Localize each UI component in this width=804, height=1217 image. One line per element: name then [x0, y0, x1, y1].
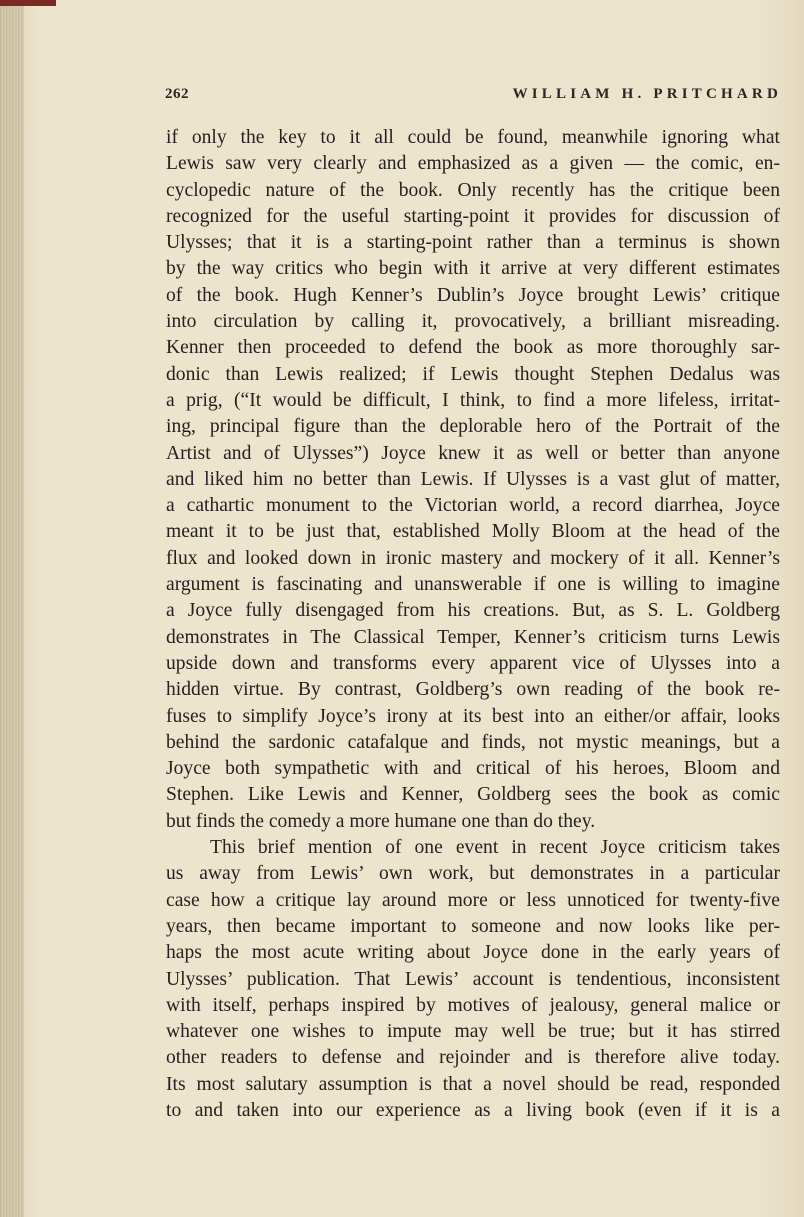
paragraph-2 — [166, 835, 780, 1124]
text-line: whatever one wishes to impute may well be true; but it has stirred — [166, 1021, 780, 1043]
text-line: donic than Lewis realized; if Lewis thought Stephen Dedalus was — [166, 363, 780, 385]
text-line: cyclopedic nature of the book. Only recently has the critique been — [166, 179, 780, 201]
text-line: to and taken into our experience as a living book (even if it is a — [166, 1099, 780, 1121]
text-line: hidden virtue. By contrast, Goldberg’s own reading of the book re- — [166, 679, 780, 701]
text-line: This brief mention of one event in recent Joyce criticism takes — [210, 837, 780, 859]
text-line: a prig, (“It would be difficult, I think, to find a more lifeless, irritat- — [166, 389, 780, 411]
text-line: haps the most acute writing about Joyce done in the early years of — [166, 942, 780, 964]
page-number: 262 — [165, 86, 189, 102]
text-line: other readers to defense and rejoinder and is therefore alive today. — [166, 1047, 780, 1069]
paragraph-1 — [166, 125, 780, 835]
text-line: into circulation by calling it, provocatively, a brilliant misreading. — [166, 311, 780, 333]
running-head: WILLIAM H. PRITCHARD — [512, 86, 782, 102]
text-line: upside down and transforms every apparent vice of Ulysses into a — [166, 652, 780, 674]
text-line: of the book. Hugh Kenner’s Dublin’s Joyce brought Lewis’ critique — [166, 284, 780, 306]
text-line: years, then became important to someone and now looks like per- — [166, 915, 780, 937]
body-text — [166, 125, 780, 1124]
text-line: fuses to simplify Joyce’s irony at its best into an either/or affair, looks — [166, 705, 780, 727]
text-line: behind the sardonic catafalque and finds, not mystic meanings, but a — [166, 731, 780, 753]
text-line: recognized for the useful starting-point it provides for discussion of — [166, 205, 780, 227]
text-line: Ulysses’ publication. That Lewis’ account is tendentious, inconsistent — [166, 968, 780, 990]
text-line: Ulysses; that it is a starting-point rather than a terminus is shown — [166, 232, 780, 254]
text-line: argument is fascinating and unanswerable if one is willing to imagine — [166, 574, 780, 596]
text-line: a cathartic monument to the Victorian world, a record diarrhea, Joyce — [166, 495, 780, 517]
text-line: us away from Lewis’ own work, but demonstrates in a particular — [166, 863, 780, 885]
text-line: Kenner then proceeded to defend the book as more thoroughly sar- — [166, 337, 780, 359]
text-line: and liked him no better than Lewis. If Ulysses is a vast glut of matter, — [166, 468, 780, 490]
text-line: Its most salutary assumption is that a novel should be read, responded — [166, 1073, 780, 1095]
text-line: Stephen. Like Lewis and Kenner, Goldberg sees the book as comic — [166, 784, 780, 806]
text-line: a Joyce fully disengaged from his creations. But, as S. L. Goldberg — [166, 600, 780, 622]
text-line: Artist and of Ulysses”) Joyce knew it as well or better than anyone — [166, 442, 780, 464]
text-line: with itself, perhaps inspired by motives of jealousy, general malice or — [166, 994, 780, 1016]
text-line: case how a critique lay around more or less unnoticed for twenty-five — [166, 889, 780, 911]
text-line: if only the key to it all could be found, meanwhile ignoring what — [166, 127, 780, 148]
text-line: Lewis saw very clearly and emphasized as a given — the comic, en- — [166, 153, 780, 175]
text-line: ing, principal figure than the deplorable hero of the Portrait of the — [166, 416, 780, 438]
binding-mark — [0, 0, 56, 6]
text-line: by the way critics who begin with it arrive at very different estimates — [166, 258, 780, 280]
text-line: meant it to be just that, established Molly Bloom at the head of the — [166, 521, 780, 543]
text-line: but finds the comedy a more humane one than do they. — [166, 810, 596, 832]
text-line: demonstrates in The Classical Temper, Kenner’s criticism turns Lewis — [166, 626, 780, 648]
text-line: Joyce both sympathetic with and critical of his heroes, Bloom and — [166, 758, 780, 780]
text-line: flux and looked down in ironic mastery and mockery of it all. Kenner’s — [166, 547, 780, 569]
book-spine-edge — [0, 0, 24, 1217]
